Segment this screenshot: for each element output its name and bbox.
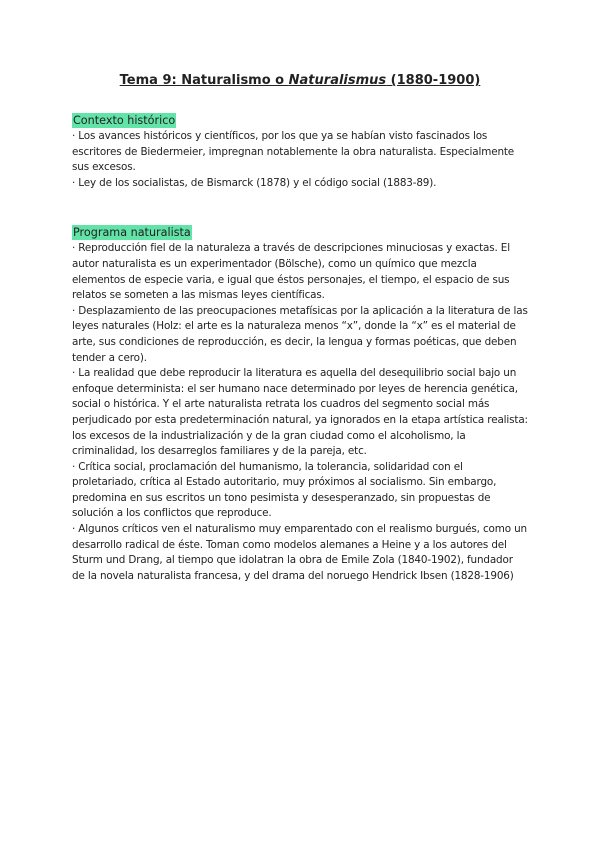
paragraph: · La realidad que debe reproducir la literatura es aquella del desequilibrio social bajo un enfoque determinista: el ser humano nace determinado por leyes de herencia genética, social o histórica. Y el arte naturalista retrata los cuadros del segmento social más perjudicado por esta predeterminación natural, ya ignorados en la etapa artística realista: los excesos de la industrialización y de la gran ciudad como el alcoholismo, la criminalidad, los desarreglos familiares y de la pareja, etc. xyxy=(72,367,528,458)
title-italic: Naturalismus xyxy=(288,73,387,88)
section-contexto-historico xyxy=(72,109,528,191)
paragraph: · Desplazamiento de las preocupaciones metafísicas por la aplicación a la literatura de las leyes naturales (Holz: el arte es la naturaleza menos “x”, donde la “x” es el material de arte, sus condiciones de reproducción, es decir, la lengua y formas poéticas, que deben tender a cero). xyxy=(72,304,528,364)
title-suffix: (1880-1900) xyxy=(386,73,481,88)
paragraph: · Ley de los socialistas, de Bismarck (1878) y el código social (1883-89). xyxy=(72,176,437,189)
section-heading: Contexto histórico xyxy=(73,114,176,127)
paragraph: · Algunos críticos ven el naturalismo muy emparentado con el realismo burgués, como un desarrollo radical de éste. Toman como modelos alemanes a Heine y a los autores del Sturm und Drang, al tiempo que idolatran la obra de Emile Zola (1840-1902), fundador de la novela naturalista francesa, y del drama del noruego Hendrick Ibsen (1828-1906) xyxy=(72,523,527,582)
paragraph: · Reproducción fiel de la naturaleza a través de descripciones minuciosas y exactas. El autor naturalista es un experimentador (Bölsche), como un químico que mezcla elementos de especie varia, e igual que éstos personajes, el tiempo, el espacio de sus relatos se someten a las mismas leyes científicas. xyxy=(72,242,510,302)
paragraph: · Crítica social, proclamación del humanismo, la tolerancia, solidaridad con el proletariado, crítica al Estado autoritario, muy próximos al socialismo. Sin embargo, predomina en sus escritos un tono pesimista y desesperanzado, sin propuestas de solución a los conflictos que reproduce. xyxy=(72,460,497,520)
section-programa-naturalista xyxy=(72,221,528,584)
paragraph: · Los avances históricos y científicos, por los que ya se habían visto fascinados los escritores de Biedermeier, impregnan notablemente la obra naturalista. Especialmente sus excesos. xyxy=(72,130,515,174)
page-title xyxy=(72,72,528,90)
document-page xyxy=(72,72,528,584)
title-prefix: Tema 9: Naturalismo o xyxy=(119,73,289,88)
section-heading: Programa naturalista xyxy=(73,226,191,240)
